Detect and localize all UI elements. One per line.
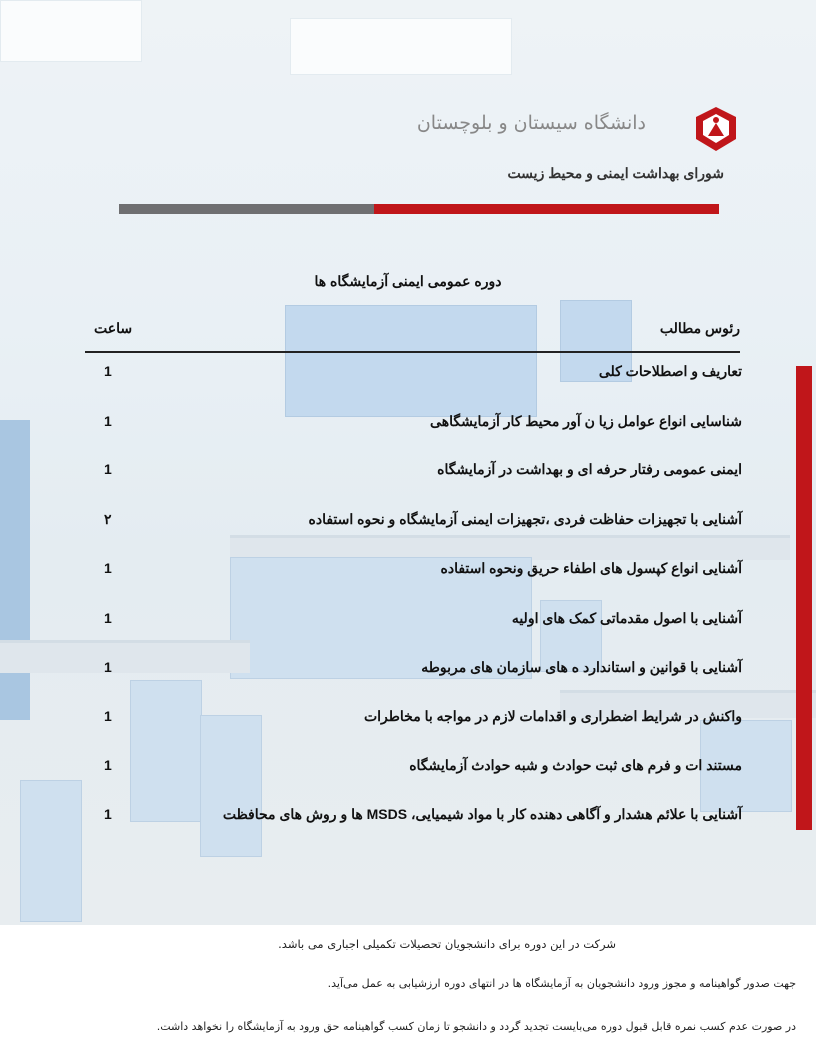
topic-row [100, 454, 742, 484]
council-name: شورای بهداشت ایمنی و محیط زیست [507, 165, 724, 181]
note-mandatory: شرکت در این دوره برای دانشجویان تحصیلات تکمیلی اجباری می باشد. [278, 937, 616, 951]
topic-hours: 1 [104, 659, 112, 675]
university-logo-icon [694, 105, 738, 153]
university-name: دانشگاه سیستان و بلوچستان [416, 112, 646, 134]
side-red-bar [796, 366, 812, 830]
topic-hours: ۲ [104, 511, 112, 527]
topic-row [100, 799, 742, 829]
topic-text: آشنایی با علائم هشدار و آگاهی دهنده کار با مواد شیمیایی، MSDS ها و روش های محافظت [222, 806, 742, 822]
topic-hours: 1 [104, 461, 112, 477]
topic-row [100, 603, 742, 633]
topic-row [100, 652, 742, 682]
header-divider-gray [119, 204, 374, 214]
topic-hours: 1 [104, 757, 112, 773]
topic-text: تعاریف و اصطلاحات کلی [598, 363, 742, 379]
topic-text: آشنایی با اصول مقدماتی کمک های اولیه [511, 610, 742, 626]
course-title: دوره عمومی ایمنی آزمایشگاه ها [314, 273, 502, 289]
topic-text: شناسایی انواع عوامل زیا ن آور محیط کار آزمایشگاهی [430, 413, 742, 429]
note-retake: در صورت عدم کسب نمره قابل قبول دوره می‌بایست تجدید گردد و دانشجو تا زمان کسب گواهینامه حق ورود به آزمایشگاه را نخواهد داشت. [156, 1020, 796, 1033]
topic-text: مستند ات و فرم های ثبت حوادث و شبه حوادث آزمایشگاه [409, 757, 742, 773]
topic-row [100, 356, 742, 386]
topic-hours: 1 [104, 708, 112, 724]
topic-text: واکنش در شرایط اضطراری و اقدامات لازم در مواجه با مخاطرات [363, 708, 742, 724]
topic-hours: 1 [104, 560, 112, 576]
header-divider-red [374, 204, 719, 214]
topic-hours: 1 [104, 413, 112, 429]
topic-row [100, 504, 742, 534]
topic-row [100, 406, 742, 436]
topic-hours: 1 [104, 610, 112, 626]
hours-header: ساعت [94, 320, 133, 336]
topic-text: آشنایی با قوانین و استاندارد ه های سازمان های مربوطه [421, 659, 742, 675]
topic-row [100, 553, 742, 583]
topic-row [100, 701, 742, 731]
topic-hours: 1 [104, 363, 112, 379]
topics-header: رئوس مطالب [659, 320, 740, 336]
notes-section [0, 925, 816, 1056]
topic-row [100, 750, 742, 780]
header-underline [85, 351, 740, 353]
note-certificate: جهت صدور گواهینامه و مجوز ورود دانشجویان به آزمایشگاه ها در انتهای دوره ارزشیابی به عمل می‌آید. [327, 977, 796, 990]
topic-text: آشنایی انواع کپسول های اطفاء حریق ونحوه استفاده [440, 560, 742, 576]
topic-text: آشنایی با تجهیزات حفاظت فردی ،تجهیزات ایمنی آزمایشگاه و نحوه استفاده [308, 511, 742, 527]
topic-text: ایمنی عمومی رفتار حرفه ای و بهداشت در آزمایشگاه [437, 461, 742, 477]
topic-hours: 1 [104, 806, 112, 822]
